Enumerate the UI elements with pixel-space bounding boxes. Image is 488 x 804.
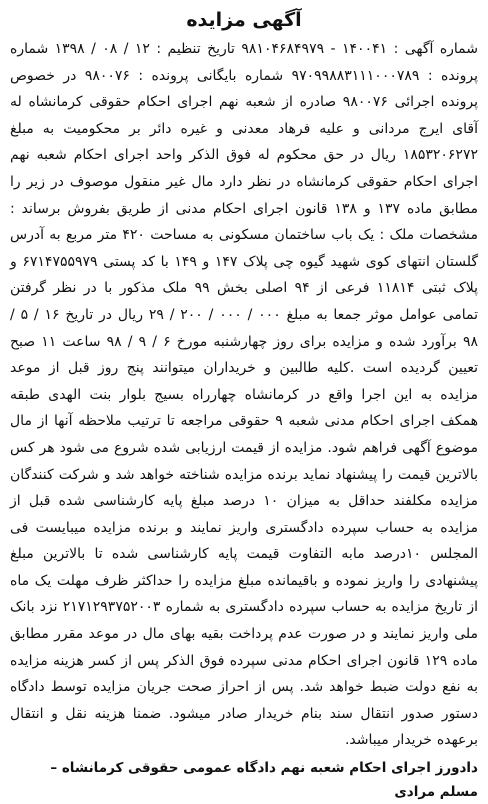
- notice-body: شماره آگهی : ۱۴۰۰۴۱ - ۹۸۱۰۴۶۸۴۹۷۹ تاریخ تنظیم : ۱۲ / ۰۸ / ۱۳۹۸ شماره پرونده : ۹۷۰۹۹۸۸۳۱۱۱۰۰۰۷۸۹ شماره بایگانی پرونده : ۹۸۰۰۷۶ در خصوص پرونده اجرائی ۹۸۰۰۷۶ صادره از شعبه نهم اجرای احکام حقوقی کرمانشاه له آقای ایرج مردانی و علیه فرهاد معدنی و غیره دائر بر محکومیت به مبلغ ۱۸۵۳۲۰۶۲۷۲ ریال در حق محکوم له فوق الذکر واحد اجرای احکام شعبه نهم اجرای احکام حقوقی کرمانشاه در نظر دارد مال غیر منقول موصوف در زیر را مطابق ماده ۱۳۷ و ۱۳۸ قانون اجرای احکام مدنی از طریق بفروش برساند : مشخصات ملک : یک باب ساختمان مسکونی به مساحت ۴۲۰ متر مربع به آدرس گلستان انتهای کوی شهید گیوه چی پلاک ۱۴۷ و ۱۴۹ با کد پستی ۶۷۱۴۷۵۵۹۷۹ و پلاک ثبتی ۱۱۸۱۴ فرعی از ۹۴ اصلی بخش ۹۹ ملک مذکور با در نظر گرفتن تمامی عوامل موثر جمعا به مبلغ ۰۰۰ / ۰۰۰ / ۲۰۰ / ۲۹ ریال در تاریخ ۱۶ / ۵ / ۹۸ برآورد شده و مزایده برای روز چهارشنبه مورخ ۶ / ۹ / ۹۸ ساعت ۱۱ صبح تعیین گردیده است .کلیه طالبین و خریداران میتوانند پنج روز قبل از موعد مزایده به این اجرا واقع در کرمانشاه چهارراه بسیج بلوار بنت الهدی طبقه همکف اجرای احکام مدنی شعبه ۹ حقوقی مراجعه تا ترتیب ملاحظه آنها از مال موضوع آگهی فراهم شود. مزایده از قیمت ارزیابی شده شروع می شود هر کس بالاترین قیمت را پیشنهاد نماید برنده مزایده شناخته خواهد شد و شرکت کنندگان مزایده مکلفند حداقل به میزان ۱۰ درصد مبلغ پایه کارشناسی شده قبل از مزایده به حساب سپرده دادگستری واریز نمایند و برنده مزایده میبایست فی المجلس ۱۰درصد مابه التفاوت قیمت پایه کارشناسی شده تا بالاترین مبلغ پیشنهادی را واریز نموده و باقیمانده مبلغ مزایده را حداکثر ظرف مهلت یک ماه از تاریخ مزایده به حساب سپرده دادگستری به شماره ۲۱۷۱۲۹۳۷۵۲۰۰۳ نزد بانک ملی واریز نمایند و در صورت عدم پرداخت بقیه بهای مال در موعد مقرر مطابق ماده ۱۲۹ قانون اجرای احکام مدنی سپرده فوق الذکر پس از کسر هزینه مزایده به نفع دولت ضبط خواهد شد. پس از احراز صحت جریان مزایده توسط دادگاه دستور صدور انتقال سند بنام خریدار صادر میشود. ضمنا هزینه نقل و انتقال برعهده خریدار میباشد.: [10, 41, 479, 749]
- notice-signature: دادورز اجرای احکام شعبه نهم دادگاه عمومی حقوقی کرمانشاه – مسلم مرادی: [50, 760, 478, 801]
- notice-title: آگهی مزایده: [186, 9, 302, 31]
